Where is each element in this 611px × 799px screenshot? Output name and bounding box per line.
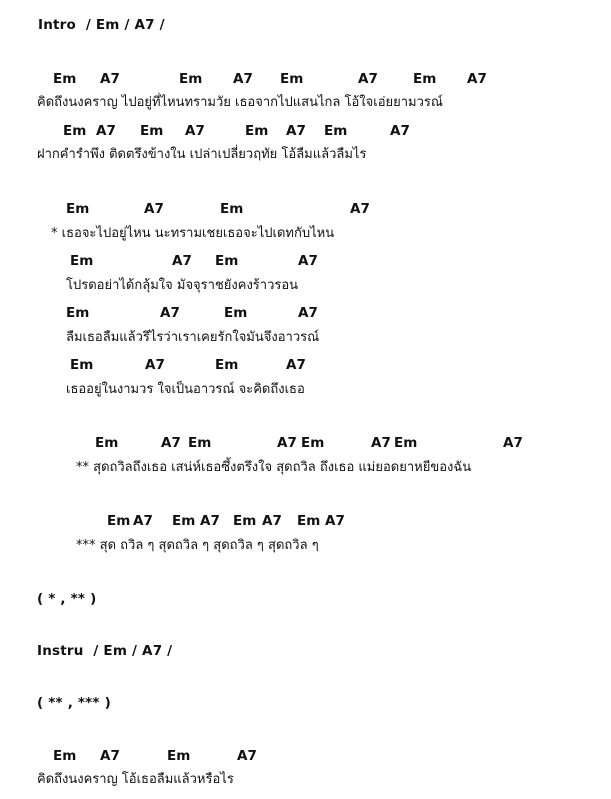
chord: Em (188, 435, 212, 451)
chord: Em (220, 201, 244, 217)
chord: Em (394, 435, 418, 451)
chord: Em (53, 748, 77, 764)
chord: A7 (100, 748, 120, 764)
chord: Em (324, 123, 348, 139)
chord: A7 (350, 201, 370, 217)
chord: A7 (161, 435, 181, 451)
chord: A7 (390, 123, 410, 139)
chorus1-lyric-4: เธออยู่ในงามวร ใจเป็นอาวรณ์ จะคิดถึงเธอ (66, 382, 305, 397)
chord: Em (280, 71, 304, 87)
chorus3-lyric: *** สุด ถวิล ๆ สุดถวิล ๆ สุดถวิล ๆ สุดถวิล ๆ (76, 538, 319, 553)
chord: Em (215, 253, 239, 269)
chord: A7 (325, 513, 345, 529)
chord: A7 (467, 71, 487, 87)
chord: Em (215, 357, 239, 373)
chord: A7 (145, 357, 165, 373)
chorus1-lyric-3: ลืมเธอลืมแล้วรึไรว่าเราเคยรักใจมันจึงอาวรณ์ (66, 330, 320, 345)
chorus1-lyric-1: * เธอจะไปอยู่ไหน นะทรามเชยเธอจะไปเดทกับไหน (51, 226, 335, 241)
chord: A7 (371, 435, 391, 451)
chord: Em (297, 513, 321, 529)
chord: A7 (233, 71, 253, 87)
instrumental-line: Instru / Em / A7 / (37, 643, 173, 659)
chord: Em (413, 71, 437, 87)
intro-line: Intro / Em / A7 / (38, 17, 165, 33)
chord: A7 (160, 305, 180, 321)
chord: A7 (298, 253, 318, 269)
chord: Em (70, 357, 94, 373)
chord: Em (245, 123, 269, 139)
chord: Em (66, 305, 90, 321)
chord: A7 (286, 357, 306, 373)
chord: Em (224, 305, 248, 321)
chord: A7 (286, 123, 306, 139)
chord: A7 (503, 435, 523, 451)
chord: Em (95, 435, 119, 451)
chord: Em (172, 513, 196, 529)
verse1-lyric-1: คิดถึงนงคราญ ไปอยู่ที่ไหนทรามวัย เธอจากไปแสนไกล โอ้ใจเอ่ยยามวรณ์ (37, 95, 443, 110)
chord: Em (179, 71, 203, 87)
repeat-marker-2: ( ** , *** ) (37, 695, 111, 711)
chord: A7 (200, 513, 220, 529)
repeat-marker-1: ( * , ** ) (37, 591, 97, 607)
chord: Em (63, 123, 87, 139)
chord: A7 (100, 71, 120, 87)
chord: A7 (237, 748, 257, 764)
verse1-lyric-2: ฝากคำรำพึง ติดตรึงข้างใน เปล่าเปลี่ยวฤทัย โอ้ลืมแล้วลืมไร (37, 147, 367, 162)
chorus1-lyric-2: โปรดอย่าได้กลุ้มใจ มัจจุราชยังคงร้าวรอน (66, 278, 299, 293)
chord: A7 (144, 201, 164, 217)
chord: A7 (262, 513, 282, 529)
chord: A7 (185, 123, 205, 139)
chord: A7 (277, 435, 297, 451)
chord: Em (140, 123, 164, 139)
chorus2-lyric: ** สุดถวิลถึงเธอ เสน่ห์เธอซึ้งตรึงใจ สุดถวิล ถึงเธอ แม่ยอดยาหยีของฉัน (76, 460, 472, 475)
outro-lyric: คิดถึงนงคราญ โอ้เธอลืมแล้วหรือไร (37, 772, 234, 787)
chord: Em (167, 748, 191, 764)
chord: A7 (133, 513, 153, 529)
chord: A7 (96, 123, 116, 139)
chord: Em (70, 253, 94, 269)
chord: Em (53, 71, 77, 87)
chord: Em (301, 435, 325, 451)
chord: A7 (358, 71, 378, 87)
chord: Em (66, 201, 90, 217)
chord: Em (233, 513, 257, 529)
chord: A7 (172, 253, 192, 269)
chord: Em (107, 513, 131, 529)
chord: A7 (298, 305, 318, 321)
